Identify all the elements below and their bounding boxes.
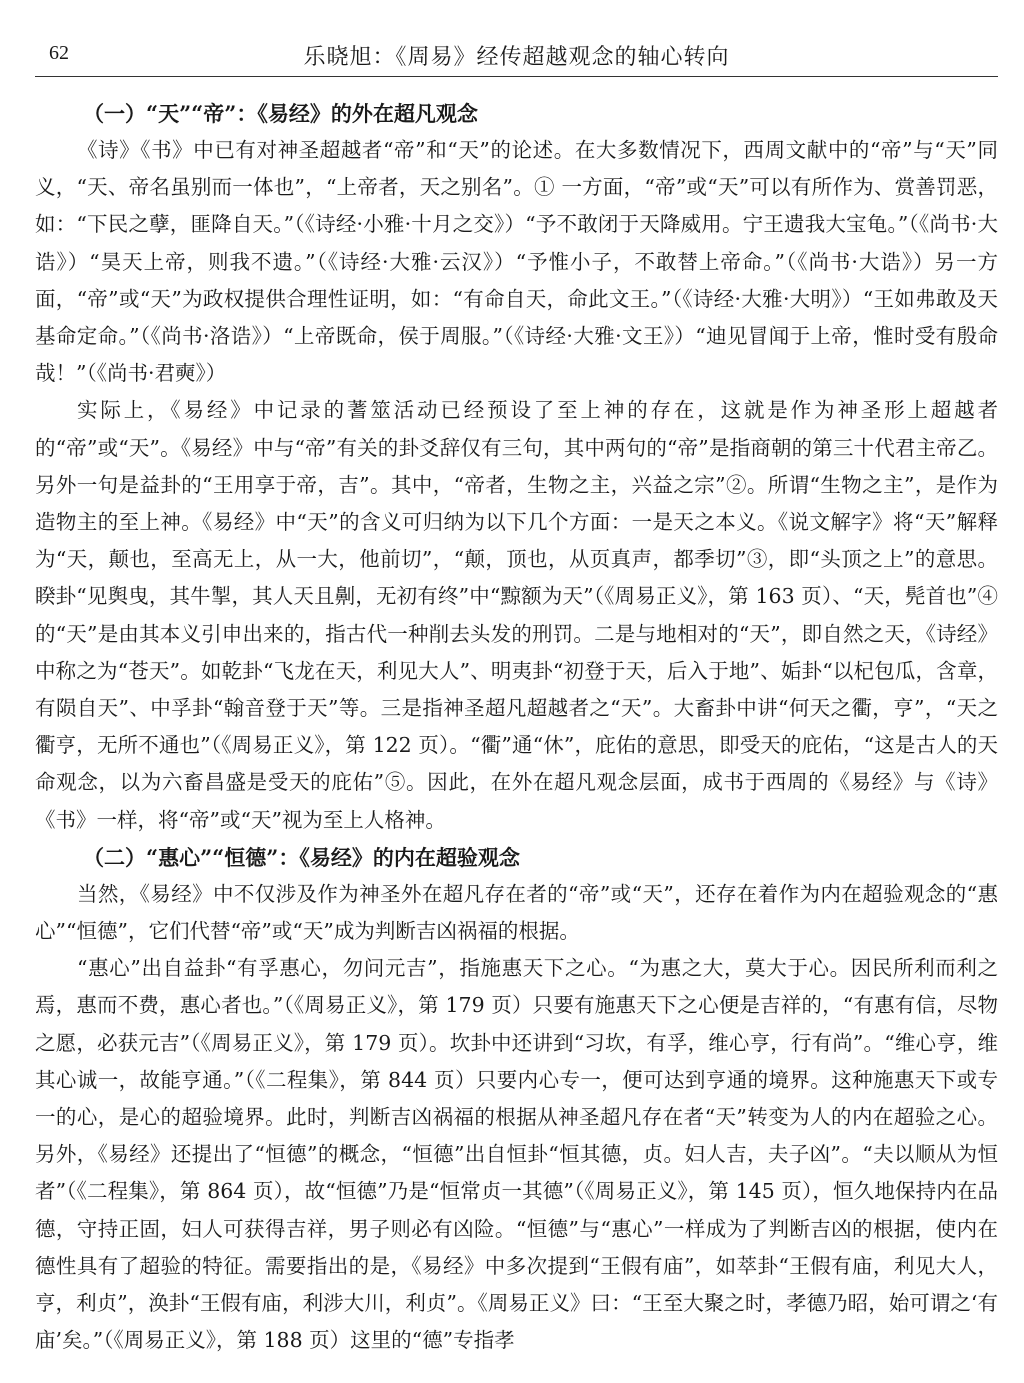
page-header (35, 0, 998, 77)
article-body (35, 77, 998, 1360)
section-heading-1: （一）“天”“帝”：《易经》的外在超凡观念 (83, 101, 478, 126)
paragraph: “惠心”出自益卦“有孚惠心，勿问元吉”，指施惠天下之心。“为惠之大，莫大于心。因民所利而利之焉，惠而不费，惠心者也。”（《周易正义》，第 179 页）只要有施惠天下之心便是吉祥的，“有惠有信，尽物之愿，必获元吉”（《周易正义》，第 179 页）。坎卦中还讲到“习坎，有孚，维心亨，行有尚”。“维心亨，维其心诚一，故能亨通。”（《二程集》，第 844 页）只要内心专一，便可达到亨通的境界。这种施惠天下或专一的心，是心的超验境界。此时，判断吉凶祸福的根据从神圣超凡存在者“天”转变为人的内在超验之心。另外，《易经》还提出了“恒德”的概念，“恒德”出自恒卦“恒其德，贞。妇人吉，夫子凶”。“夫以顺从为恒者”（《二程集》，第 864 页），故“恒德”乃是“恒常贞一其德”（《周易正义》，第 145 页），恒久地保持内在品德，守持正固，妇人可获得吉祥，男子则必有凶险。“恒德”与“惠心”一样成为了判断吉凶的根据，使内在德性具有了超验的特征。需要指出的是，《易经》中多次提到“王假有庙”，如萃卦“王假有庙，利见大人，亨，利贞”，涣卦“王假有庙，利涉大川，利贞”。《周易正义》曰：“王至大聚之时，孝德乃昭，始可谓之‘有庙’矣。”（《周易正义》，第 188 页）这里的“德”专指孝 (35, 956, 998, 1353)
paragraph: 当然，《易经》中不仅涉及作为神圣外在超凡存在者的“帝”或“天”，还存在着作为内在超验观念的“惠心”“恒德”，它们代替“帝”或“天”成为判断吉凶祸福的根据。 (35, 881, 998, 944)
section-heading-2: （二）“惠心”“恒德”：《易经》的内在超验观念 (83, 844, 520, 870)
paragraph: 实际上，《易经》中记录的蓍筮活动已经预设了至上神的存在，这就是作为神圣形上超越者的“帝”或“天”。《易经》中与“帝”有关的卦爻辞仅有三句，其中两句的“帝”是指商朝的第三十代君主帝乙。另外一句是益卦的“王用享于帝，吉”。其中，“帝者，生物之主，兴益之宗”②。所谓“生物之主”，是作为造物主的至上神。《易经》中“天”的含义可归纳为以下几个方面：一是天之本义。《说文解字》将“天”解释为“天，颠也，至高无上，从一大，他前切”，“颠，顶也，从页真声，都季切”③，即“头顶之上”的意思。睽卦“见舆曳，其牛掣，其人天且劓，无初有终”中“黥额为天”（《周易正义》，第 163 页）、“天，髡首也”④的“天”是由其本义引申出来的，指古代一种削去头发的刑罚。二是与地相对的“天”，即自然之天，《诗经》中称之为“苍天”。如乾卦“飞龙在天，利见大人”、明夷卦“初登于天，后入于地”、姤卦“以杞包瓜，含章，有陨自天”、中孚卦“翰音登于天”等。三是指神圣超凡超越者之“天”。大畜卦中讲“何天之衢，亨”，“天之衢亨，无所不通也”（《周易正义》，第 122 页）。“衢”通“休”，庇佑的意思，即受天的庇佑，“这是古人的天命观念，以为六畜昌盛是受天的庇佑”⑤。因此，在外在超凡观念层面，成书于西周的《易经》与《诗》《书》一样，将“帝”或“天”视为至上人格神。 (35, 398, 998, 832)
paragraph: 《诗》《书》中已有对神圣超越者“帝”和“天”的论述。在大多数情况下，西周文献中的“帝”与“天”同义，“天、帝名虽别而一体也”，“上帝者，天之别名”。① 一方面，“帝”或“天”可以有所作为、赏善罚恶，如：“下民之孽，匪降自天。”（《诗经·小雅·十月之交》）“予不敢闭于天降威用。宁王遗我大宝龟。”（《尚书·大诰》）“昊天上帝，则我不遗。”（《诗经·大雅·云汉》）“予惟小子，不敢替上帝命。”（《尚书·大诰》）另一方面，“帝”或“天”为政权提供合理性证明，如：“有命自天，命此文王。”（《诗经·大雅·大明》）“王如弗敢及天基命定命。”（《尚书·洛诰》）“上帝既命，侯于周服。”（《诗经·大雅·文王》）“迪见冒闻于上帝，惟时受有殷命哉！”（《尚书·君奭》） (35, 138, 998, 386)
running-title: 乐晓旭：《周易》经传超越观念的轴心转向 (303, 45, 730, 70)
page-number: 62 (49, 42, 69, 64)
